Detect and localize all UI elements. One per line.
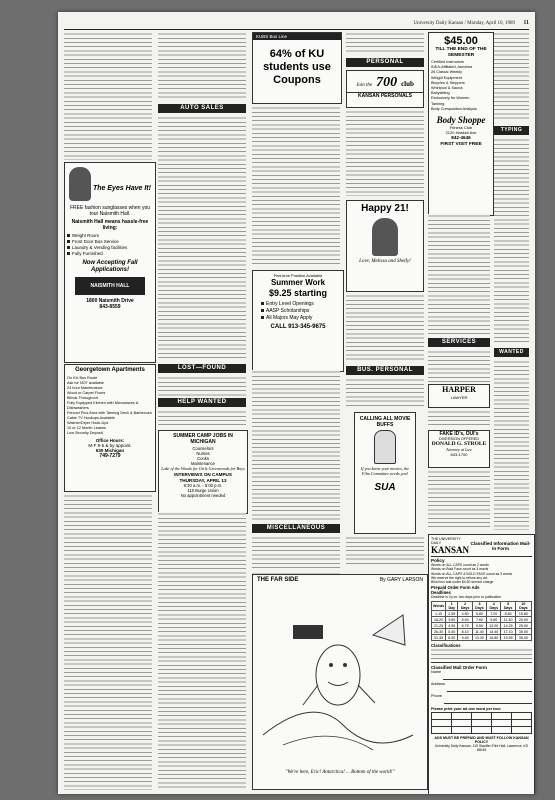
summer-work-subtitle: Part-time Position Available [273,273,323,278]
body-brand: Body Shoppe [436,115,486,126]
bullet-icon [67,246,70,249]
bullet-icon [67,252,70,255]
harper-title: HARPER [442,385,476,394]
deadline-text: Deadline is 4 p.m. two days prior to publication [431,595,502,600]
classified-text-block [64,494,152,790]
camp-sub: Lake of the Woods for Girls Greenwoods for Boys [161,466,245,471]
700-club-ad [346,70,424,108]
harper-lawyer-ad [428,384,490,408]
strole-attorney-ad [428,430,490,468]
help-wanted-listings [252,370,340,520]
personal-text [346,32,424,54]
phone-field[interactable] [444,696,532,704]
table-row: 26-30 5.40 8.10 11.40 14.40 17.10 30.00 [432,629,532,635]
camp-note: No appointment needed [180,493,226,498]
publication-line: University Daily Kansan / Monday, April 10, 1989 [413,21,515,26]
camp-interview: INTERVIEWS ON CAMPUS THURSDAY, APRIL 13 [174,472,232,483]
summer-work-ad [252,270,344,372]
club-word: club [401,80,414,88]
summer-work-call: CALL 913-345-9675 [270,324,326,330]
mail-form-title: Classified Mail Order Form [431,665,487,671]
help-wanted-listings-continued [158,512,246,790]
strole-role: Attorney at Law [446,447,472,452]
far-side-cartoon [252,574,428,790]
strole-name: DONALD G. STROLE [431,441,487,447]
phone-label: Phone [431,694,442,699]
georgetown-phone: 749-7279 [99,453,121,459]
bus-personal-listings [346,378,424,408]
kubs-headline: 64% of KU students use Coupons [263,48,331,86]
rates-header-row: Words 1 Day 2 Days 3 Days 4 Days 5 Days 10 Days [432,602,532,611]
section-header-autos: AUTO SALES [158,104,246,113]
body-cta: FIRST VISIT FREE [440,142,482,148]
cartoon-illustration [253,585,423,765]
body-price: $45.00 [444,35,478,47]
table-row: 16-20 3.60 5.40 7.60 9.60 11.40 20.00 [432,617,532,623]
cartoon-byline: By GARY LARSON [379,577,423,583]
classifications-label: Classifications [431,643,461,649]
body-address: 2120 Haskell Ave [445,130,477,136]
name-field[interactable] [443,672,532,680]
services-listings [428,470,490,530]
body-shoppe-ad [428,32,494,216]
georgetown-hours: M-F 9-5 & by appoint. [88,443,132,448]
georgetown-ad [64,364,156,492]
deadlines-label: Deadlines [431,590,451,596]
summer-work-bullets: Entry Level Openings AASP Scholarships All Majors May Apply [261,301,335,322]
page-header [64,20,529,30]
bullet-item: Fully Furnished [67,251,153,257]
bullet-item: Weight Room [67,233,153,239]
georgetown-bullets: On KU Bus Route Ask for NOT available 24 hour Maintenance Wood or Carpet Floors Blinds Throughout Fully Equipped Kitchen with Microwaves & Dishwashers Fenced Pool Area with Tanning Deck & Barbecues Cable TV Hookups Available Washer/Dryer Hook-Ups 10 or 12 Month Leases Low Security Deposit [67,376,152,435]
newspaper-page [58,12,535,794]
prepaid-label: Prepaid Order Form Ads [431,585,480,591]
naismith-logo: NAISMITH HALL [75,277,145,295]
strole-phone: 843-1700 [450,452,468,457]
naismith-title: The Eyes Have It! [93,185,151,192]
autos-listings [158,116,246,360]
mail-to: University Daily Kansan, 119 Stauffer-Flint Hall, Lawrence, KS 66045 [434,744,529,753]
table-row: 1-15 2.55 4.50 5.80 7.20 8.60 15.80 [432,611,532,617]
naismith-sub: Naismith Hall means hassle-free living: [71,219,149,231]
help-wanted-listings [252,106,340,266]
sua-logo: SUA [374,482,396,493]
oscar-icon [374,430,396,464]
summer-work-rate: $9.25 starting [268,288,328,298]
strole-title: FAKE ID's, DUI's [439,431,479,437]
personal-listings [346,110,424,196]
camp-place: 110 Burge Union [187,488,219,493]
bullet-item: Front Door Bus Service [67,239,153,245]
section-header-services: SERVICES [428,338,490,347]
wanted-listings [494,360,529,530]
classified-mail-in-form [428,534,535,794]
print-label: Please print your ad one word per box: [431,707,502,712]
camp-time: 9:30 a.m. - 5:00 p.m. [183,483,223,488]
cartoon-caption: "We're here, Eric! Antarctica! ... Bottom of the world!" [285,770,395,775]
help-wanted-listings [158,410,246,426]
sunglasses-woman-photo [69,167,91,201]
classified-text-block [158,32,246,100]
georgetown-title: Georgetown Apartments [75,367,145,373]
section-header-personal: PERSONAL [346,58,424,67]
name-label: Name [431,670,442,675]
address-field[interactable] [447,684,532,692]
policy-label: Policy [431,558,445,563]
personal-listings [346,294,424,362]
georgetown-hours-label: Office Hours: [95,438,125,443]
section-header-bus-personal: BUS. PERSONAL [346,366,424,375]
page-number: 11 [523,20,529,26]
naismith-bullets [67,233,153,257]
form-footer: ADS MUST BE PREPAID AND MUST FOLLOW KANSAN POLICY [434,736,529,745]
bullet-icon [261,309,264,312]
classifications-list [431,648,532,660]
happy-21-ad [346,200,424,292]
naismith-body: FREE fashion sunglasses when you tour Naismith Hall. [69,205,151,217]
kubs-banner: KUBS Bus Line [253,33,341,40]
movie-body: If you know your movies, the Film Committee needs you! [360,466,410,476]
word-grid[interactable] [431,712,532,734]
section-header-typing: TYPING [494,126,529,135]
naismith-cta: Now Accepting Fall Applications! [82,260,138,273]
bus-personal-listings [346,536,424,564]
services-listings [428,410,490,426]
kansan-title-top: THE UNIVERSITY DAILY [431,537,461,545]
misc-listings [252,536,340,568]
harper-sub: LAWYER [450,395,468,400]
movie-title: CALLING ALL MOVIE BUFFS [359,416,411,428]
body-phone: 842-4646 [451,135,471,141]
form-title: Classified Information Mail-In Form [470,540,531,551]
naismith-address: 1800 Naismith Drive [86,298,134,304]
section-header-wanted: WANTED [494,348,529,357]
summer-work-headline: Summer Work [270,278,326,287]
typing-listings [494,138,529,344]
strole-sub: DIVERSION OFFERED [438,437,480,441]
naismith-hall-ad [64,162,156,363]
camp-roles: Counselors Nurses Cooks Maintenance [191,446,215,466]
cartoon-title: THE FAR SIDE [257,577,299,583]
bullet-icon [261,316,264,319]
kubs-coupon-ad [252,32,342,104]
services-listings [428,350,490,382]
services-listings [428,214,490,334]
body-bullets: Certified Instructors IDEA-Affiliated, Aerobics 26 Classic Weekly Weight Equipment Bicycles & Steppers Whirlpool & Sauna Babysitting Exclusively for Women Tanning Body Composition Analysis [431,60,477,111]
georgetown-street: 630 Michigan [95,448,125,453]
summer-camp-ad [158,430,248,514]
bullet-icon [67,234,70,237]
naismith-phone: 843-8559 [99,304,121,310]
bullet-icon [67,240,70,243]
club-number: 700 [376,75,398,90]
club-footer: KANSAN PERSONALS [347,92,423,99]
lost-found-listings [158,376,246,396]
movie-buffs-ad [354,412,416,534]
typing-text [494,32,529,122]
birthday-photo [372,218,398,256]
address-label: Address [431,682,445,687]
bullet-item: Laundry & Vending facilities [67,245,153,251]
table-row: 21-25 4.50 6.75 9.50 12.00 14.25 25.00 [432,623,532,629]
happy-signoff: Love, Melissa and Shelly! [359,259,411,264]
happy-title: Happy 21! [361,203,409,214]
rates-table [431,601,532,641]
camp-title: SUMMER CAMP JOBS IN MICHIGAN [173,433,233,445]
kansan-title: KANSAN [431,545,470,555]
policy-list: Words on ALL CAPS count as 2 words Words on Bold Face count as 3 words Words on ALL CAPS & BOLD FACE count as 3 words We reserve the right to refuse any ad. Blind box ads under $4.50 service charge [431,563,513,585]
bullet-icon [261,302,264,305]
club-join: Join the [356,83,373,88]
table-row: 31-35 6.30 9.45 13.30 16.80 19.95 35.00 [432,635,532,641]
section-header-lost-found: LOST—FOUND [158,364,246,373]
classified-text-block [64,32,152,160]
body-line1: TILL THE END OF THE SEMESTER [435,47,487,58]
section-header-misc: MISCELLANEOUS [252,524,340,533]
section-header-help-wanted: HELP WANTED [158,398,246,407]
body-sub: Fitness Club [449,125,473,131]
